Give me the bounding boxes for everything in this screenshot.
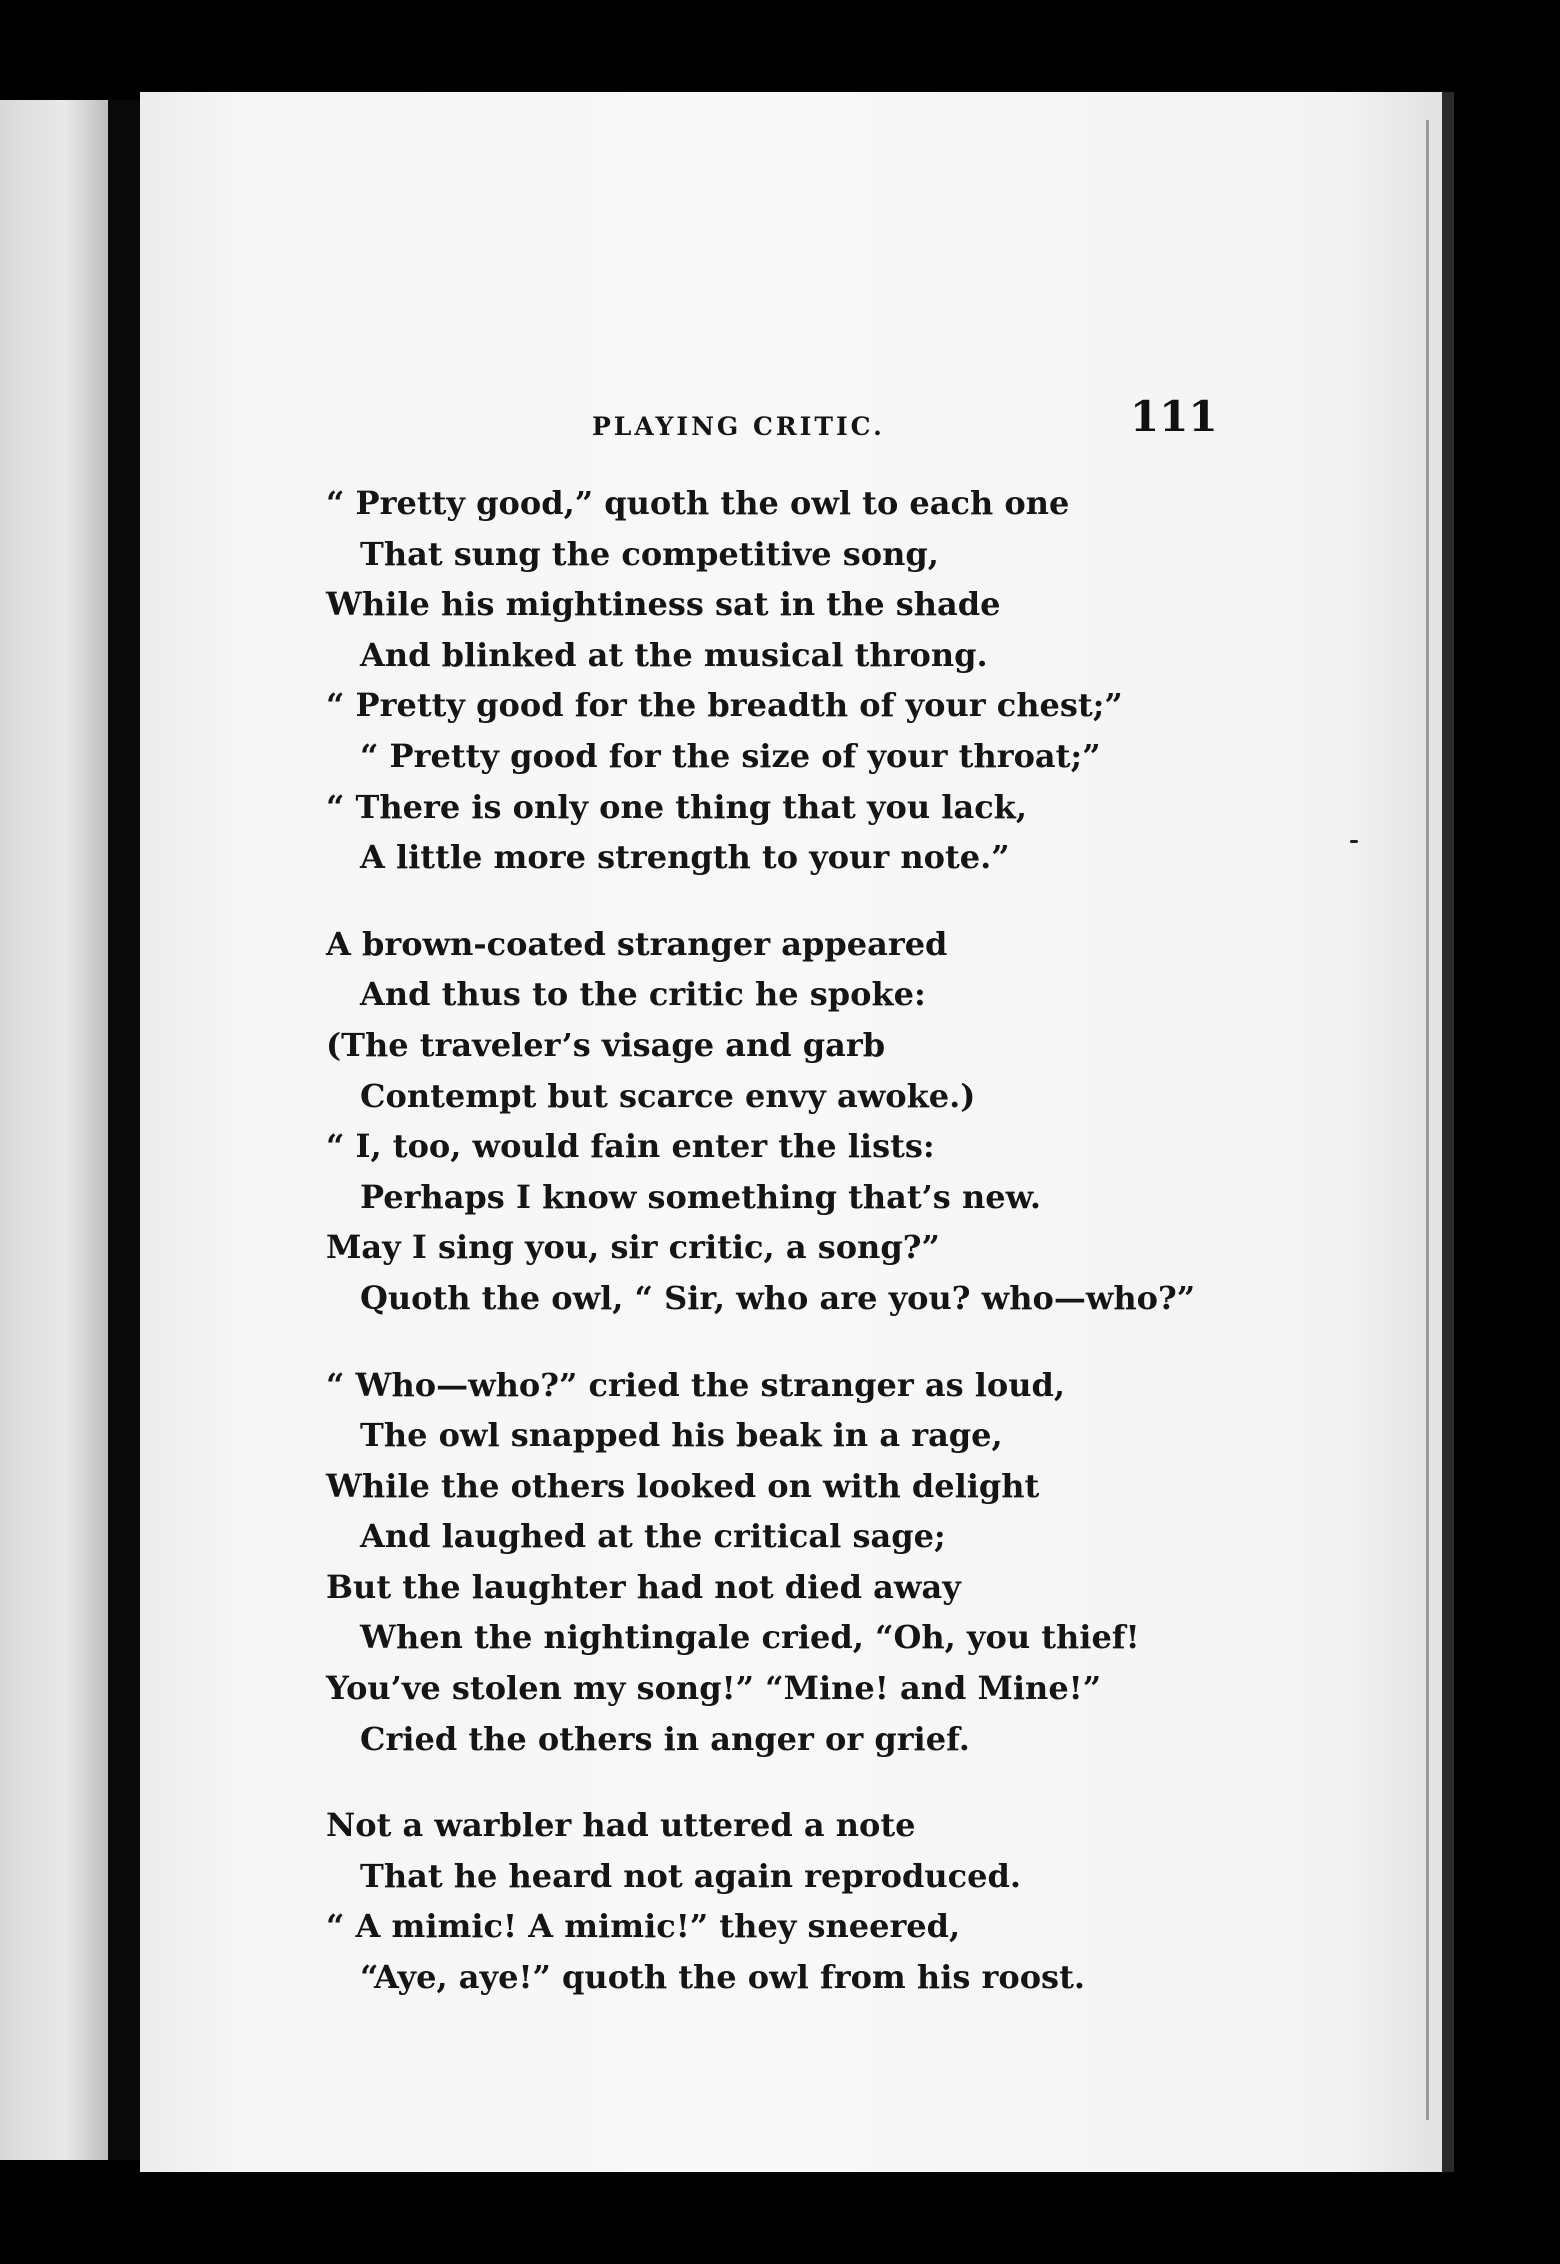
book-page bbox=[140, 92, 1442, 2172]
verse-line: (The traveler’s visage and garb bbox=[326, 1025, 886, 1064]
stanza-4 bbox=[326, 1800, 1326, 2002]
running-head: PLAYING CRITIC. bbox=[592, 412, 885, 441]
verse-line: May I sing you, sir critic, a song?” bbox=[326, 1228, 940, 1267]
verse-line: And laughed at the critical sage; bbox=[360, 1517, 946, 1556]
verse-line: Not a warbler had uttered a note bbox=[326, 1806, 916, 1845]
verse-line: Contempt but scarce envy awoke.) bbox=[360, 1076, 976, 1115]
verse-line: While the others looked on with delight bbox=[326, 1466, 1040, 1505]
verse-line: But the laughter had not died away bbox=[326, 1567, 961, 1606]
verse-line: And thus to the critic he spoke: bbox=[360, 975, 926, 1014]
verse-line: “ There is only one thing that you lack, bbox=[326, 787, 1027, 826]
verse-line: A little more strength to your note.” bbox=[360, 838, 1010, 877]
verse-line: Perhaps I know something that’s new. bbox=[360, 1177, 1042, 1216]
verse-line: “Aye, aye!” quoth the owl from his roost. bbox=[360, 1958, 1085, 1997]
verse-line: “ A mimic! A mimic!” they sneered, bbox=[326, 1907, 961, 1946]
verse-line: The owl snapped his beak in a rage, bbox=[360, 1416, 1003, 1455]
verse-line: While his mightiness sat in the shade bbox=[326, 585, 1001, 624]
scan-speck bbox=[1350, 840, 1358, 843]
verse-line: “ Pretty good for the size of your throat;” bbox=[360, 736, 1101, 775]
book-gutter bbox=[108, 100, 140, 2160]
verse-line: “ Pretty good for the breadth of your chest;” bbox=[326, 686, 1123, 725]
poem-body bbox=[326, 478, 1326, 2039]
verse-line: And blinked at the musical throng. bbox=[360, 635, 988, 674]
verse-line: A brown-coated stranger appeared bbox=[326, 924, 948, 963]
page-fold-line bbox=[1426, 120, 1429, 2120]
verse-line: When the nightingale cried, “Oh, you thief! bbox=[360, 1618, 1140, 1657]
verse-line: “ Pretty good,” quoth the owl to each one bbox=[326, 484, 1070, 522]
facing-page-edge bbox=[0, 100, 108, 2160]
verse-line: You’ve stolen my song!” “Mine! and Mine!” bbox=[326, 1669, 1102, 1708]
verse-line: That he heard not again reproduced. bbox=[360, 1856, 1021, 1895]
page-header bbox=[140, 392, 1442, 452]
stanza-3 bbox=[326, 1360, 1326, 1765]
stanza-2 bbox=[326, 919, 1326, 1324]
verse-line: “ Who—who?” cried the stranger as loud, bbox=[326, 1365, 1066, 1404]
verse-line: Quoth the owl, “ Sir, who are you? who—who?” bbox=[360, 1278, 1196, 1317]
right-page-edge bbox=[1442, 92, 1454, 2172]
page-number: 111 bbox=[1130, 392, 1218, 441]
verse-line: That sung the competitive song, bbox=[360, 534, 939, 573]
stanza-1 bbox=[326, 478, 1326, 883]
verse-line: Cried the others in anger or grief. bbox=[360, 1719, 970, 1758]
verse-line: “ I, too, would fain enter the lists: bbox=[326, 1127, 935, 1166]
